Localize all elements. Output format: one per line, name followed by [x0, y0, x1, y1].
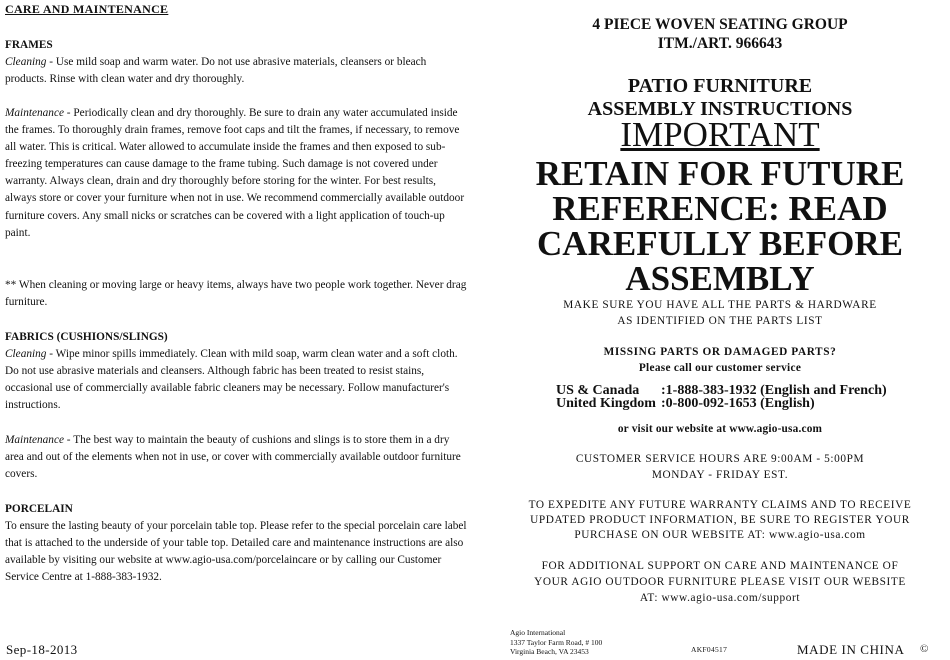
support-line-1: FOR ADDITIONAL SUPPORT ON CARE AND MAINTENANCE OF — [541, 560, 899, 572]
support-line-3: AT: www.agio-usa.com/support — [639, 592, 801, 604]
doc-title-1: PATIO FURNITURE — [627, 75, 813, 97]
frames-section — [5, 37, 467, 88]
fabrics-maintenance — [5, 432, 467, 483]
warranty-line-1: TO EXPEDITE ANY FUTURE WARRANTY CLAIMS AND TO RECEIVE — [528, 499, 912, 511]
fabrics-cleaning-text: - Wipe minor spills immediately. Clean with mild soap, warm clean water and a soft cloth. Do not use abrasive materials and cleansers. Although fabric has been treated to resist stains, occasional use of commercially available fabric cleaners may be necessary. Follow manufacturer's instructions. — [5, 348, 458, 412]
date-stamp: Sep-18-2013 — [6, 642, 78, 657]
company-address — [510, 628, 602, 657]
fabrics-section — [5, 329, 467, 414]
frames-maintenance-text: - Periodically clean and dry thoroughly. Be sure to drain any water accumulated inside the frames. To thoroughly drain frames, remove foot caps and tilt the frames, if necessary, to remove all water. This is critical. Water allowed to accumulate inside the frames and then exposed to sub-freezing temperatures can cause damage to the frame tubing. Such damage is not covered under warranty. Always clean, drain and dry thoroughly before storing for the winter. For best results, always store or cover your furniture when not in use. We recommend commercially available outdoor furniture covers. Any small nicks or scratches can be covered with a light application of touch-up paint. — [5, 107, 465, 239]
important-heading: IMPORTANT — [620, 115, 820, 154]
copyright-icon: © — [920, 643, 929, 655]
parts-line-2: AS IDENTIFIED ON THE PARTS LIST — [617, 315, 823, 327]
frames-maintenance-label: Maintenance — [5, 107, 64, 119]
please-call: Please call our customer service — [638, 362, 802, 374]
phone-uk-region: United Kingdom — [556, 396, 656, 411]
frames-cleaning — [5, 54, 467, 88]
phone-uk-number: :0-800-092-1653 (English) — [661, 396, 815, 411]
parts-line-1: MAKE SURE YOU HAVE ALL THE PARTS & HARDWARE — [563, 299, 877, 311]
address-line-3: Virginia Beach, VA 23453 — [510, 647, 589, 656]
phone-us-number: :1-888-383-1932 (English and French) — [661, 383, 887, 398]
porcelain-section — [5, 501, 467, 586]
retain-line-3: CAREFULLY BEFORE — [537, 224, 903, 263]
fabrics-heading: FABRICS (CUSHIONS/SLINGS) — [5, 331, 168, 343]
hours-line-1: CUSTOMER SERVICE HOURS ARE 9:00AM - 5:00PM — [575, 453, 865, 465]
frames-maintenance — [5, 105, 467, 242]
made-in-label: MADE IN CHINA — [797, 642, 905, 657]
fabrics-cleaning-label: Cleaning — [5, 348, 47, 361]
frames-cleaning-label: Cleaning — [5, 56, 47, 69]
item-number: ITM./ART. 966643 — [657, 35, 783, 52]
warranty-line-3: PURCHASE ON OUR WEBSITE AT: www.agio-usa.com — [574, 529, 866, 541]
phone-us-region: US & Canada — [556, 383, 640, 398]
support-line-2: YOUR AGIO OUTDOOR FURNITURE PLEASE VISIT OUR WEBSITE — [534, 576, 906, 588]
retain-line-1: RETAIN FOR FUTURE — [535, 154, 905, 193]
address-line-2: 1337 Taylor Farm Road, # 100 — [510, 637, 603, 647]
frames-cleaning-text: - Use mild soap and warm water. Do not use abrasive materials, cleansers or bleach products. Rinse with clean water and dry thoroughly. — [5, 56, 427, 86]
doc-title-2: ASSEMBLY INSTRUCTIONS — [587, 98, 853, 120]
care-title: CARE AND MAINTENANCE — [5, 2, 169, 16]
porcelain-heading: PORCELAIN — [5, 503, 73, 515]
porcelain-text: To ensure the lasting beauty of your porcelain table top. Please refer to the special porcelain care label that is attached to the underside of your table top. Detailed care and maintenance instructions are also available by visiting our website at www.agio-usa.com/porcelaincare or by calling our Customer Service Centre at 1-888-383-1932. — [5, 520, 467, 584]
address-line-1: Agio International — [510, 628, 566, 637]
document-code: AKF04517 — [691, 645, 728, 654]
product-name: 4 PIECE WOVEN SEATING GROUP — [592, 16, 848, 33]
handling-note-text: ** When cleaning or moving large or heavy items, always have two people work together. Never drag furniture. — [5, 279, 467, 309]
fabrics-maintenance-text: - The best way to maintain the beauty of cushions and slings is to store them in a dry area and out of the elements when not in use, or cover with commercially available outdoor furniture covers. — [5, 434, 461, 481]
warranty-line-2: UPDATED PRODUCT INFORMATION, BE SURE TO REGISTER YOUR — [530, 514, 910, 526]
hours-line-2: MONDAY - FRIDAY EST. — [651, 469, 789, 481]
missing-parts-heading: MISSING PARTS OR DAMAGED PARTS? — [603, 346, 837, 358]
retain-line-4: ASSEMBLY — [625, 259, 815, 298]
visit-website: or visit our website at www.agio-usa.com — [617, 423, 823, 435]
retain-line-2: REFERENCE: READ — [552, 189, 888, 228]
handling-note — [5, 277, 467, 311]
frames-heading: FRAMES — [5, 39, 53, 51]
fabrics-maintenance-label: Maintenance — [5, 434, 64, 446]
